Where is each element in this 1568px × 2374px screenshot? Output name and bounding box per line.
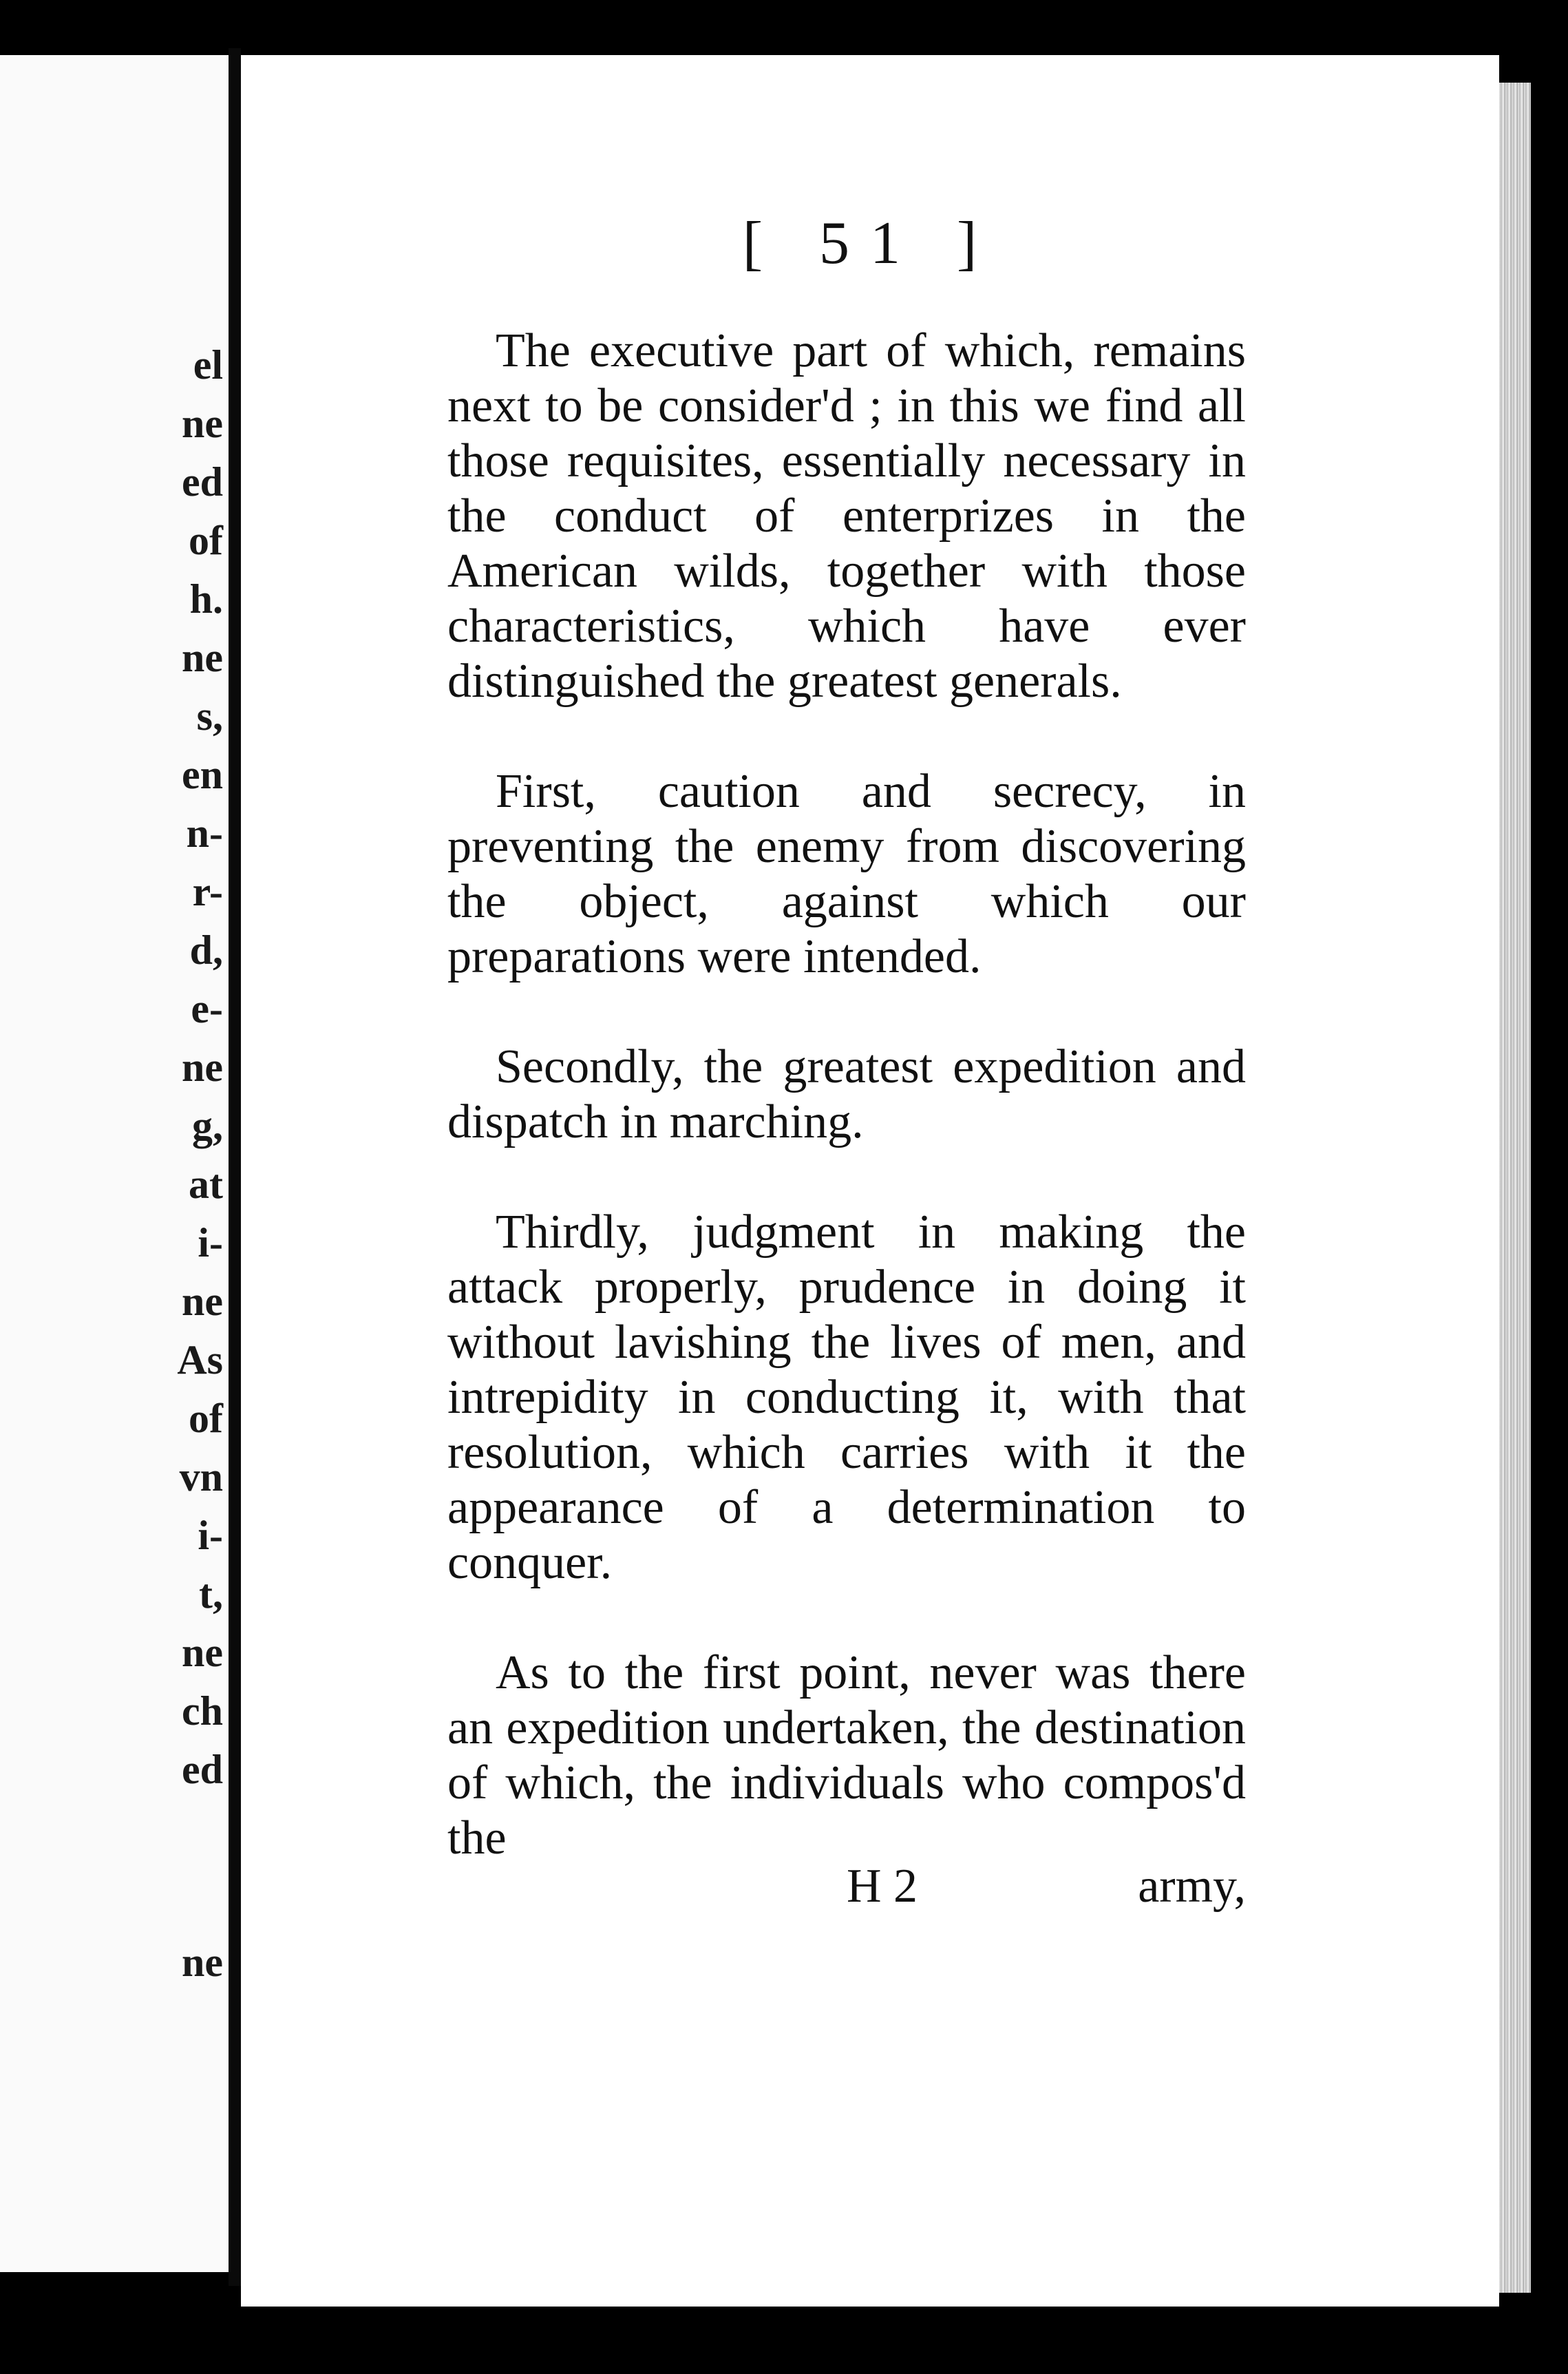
paragraph: First, caution and secrecy, in preventing the enemy from discovering the object, against which our preparations were intended. bbox=[447, 765, 1246, 983]
previous-page-fragment: i- bbox=[198, 1513, 223, 1558]
signature-mark: H 2 bbox=[847, 1860, 918, 1913]
previous-page-fragment: of bbox=[189, 518, 223, 563]
previous-page-fragment: ne bbox=[182, 1630, 223, 1675]
paragraph: Thirdly, judgment in making the attack properly, prudence in doing it without lavishing the lives of men, and intrepidity in conducting it, with that resolution, which carries with it the appearance of a determination to conquer. bbox=[447, 1206, 1246, 1589]
previous-page-fragment: ne bbox=[182, 1044, 223, 1090]
book-gutter bbox=[229, 48, 241, 2286]
page-edges bbox=[1499, 83, 1531, 2293]
previous-page-fragment: el bbox=[193, 342, 223, 388]
previous-page-fragment: g, bbox=[192, 1103, 223, 1148]
paragraph: Secondly, the greatest expedition and dispatch in marching. bbox=[447, 1040, 1246, 1148]
catchword: army, bbox=[1138, 1860, 1246, 1913]
previous-page-fragment: ne bbox=[182, 1940, 223, 1985]
previous-page-fragment: of bbox=[189, 1396, 223, 1441]
previous-page-fragment: h. bbox=[189, 576, 223, 622]
previous-page-fragment: i- bbox=[198, 1220, 223, 1265]
previous-page-fragment: ed bbox=[182, 459, 223, 505]
page-footer bbox=[447, 1859, 1246, 1921]
previous-page-fragment: ne bbox=[182, 401, 223, 446]
previous-page-fragment: en bbox=[182, 752, 223, 797]
previous-page-fragment: r- bbox=[192, 869, 223, 914]
previous-page-fragment: e- bbox=[191, 986, 223, 1031]
previous-page-fragment: t, bbox=[199, 1571, 223, 1617]
previous-page bbox=[0, 55, 229, 2272]
page-number: [ 51 ] bbox=[742, 210, 998, 277]
previous-page-fragment: ne bbox=[182, 635, 223, 680]
previous-page-fragment: As bbox=[177, 1337, 223, 1383]
book-page bbox=[241, 55, 1499, 2307]
previous-page-fragment: d, bbox=[189, 927, 223, 973]
previous-page-fragment: n- bbox=[186, 810, 223, 856]
previous-page-fragment: at bbox=[189, 1162, 223, 1207]
previous-page-fragment: ne bbox=[182, 1279, 223, 1324]
previous-page-fragment: s, bbox=[196, 693, 223, 739]
previous-page-fragment: ch bbox=[182, 1688, 223, 1734]
body-text bbox=[447, 324, 1246, 1921]
paragraph: As to the first point, never was there an expedition undertaken, the destination of which, the individuals who compos'd the bbox=[447, 1646, 1246, 1864]
paragraph: The executive part of which, remains next to be consider'd ; in this we find all those requisites, essentially necessary in the conduct of enterprizes in the American wilds, together with those characteristics, which have ever distinguished the greatest generals. bbox=[447, 324, 1246, 708]
previous-page-fragment: ed bbox=[182, 1747, 223, 1792]
previous-page-fragment: vn bbox=[179, 1454, 223, 1500]
